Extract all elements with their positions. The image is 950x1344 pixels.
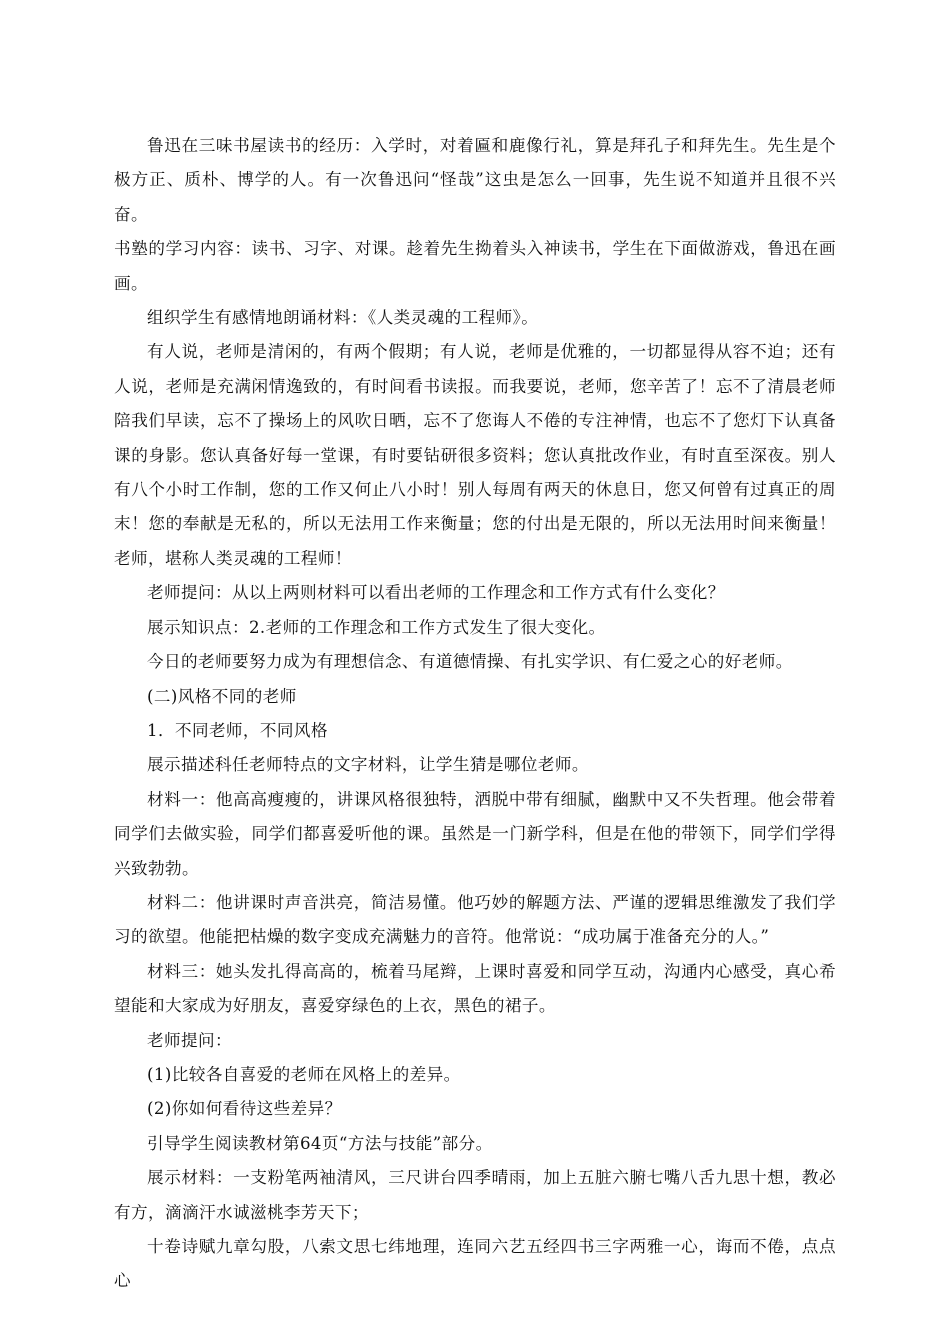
paragraph: 书塾的学习内容：读书、习字、对课。趁着先生拗着头入神读书，学生在下面做游戏，鲁迅在画画。: [114, 239, 836, 293]
paragraph: 十卷诗赋九章勾股，八索文思七纬地理，连同六艺五经四书三字两雅一心，诲而不倦，点点心: [114, 1237, 836, 1291]
paragraph: 老师提问：从以上两则材料可以看出老师的工作理念和工作方式有什么变化？: [147, 583, 725, 603]
paragraph: (2)你如何看待这些差异？: [147, 1099, 342, 1119]
paragraph: 鲁迅在三味书屋读书的经历：入学时，对着匾和鹿像行礼，算是拜孔子和拜先生。先生是个极方正、质朴、博学的人。有一次鲁迅问“怪哉”这虫是怎么一回事，先生说不知道并且很不兴奋。: [114, 136, 836, 224]
document-body: [114, 129, 836, 1299]
paragraph: 展示材料：一支粉笔两袖清风，三尺讲台四季晴雨，加上五脏六腑七嘴八舌九思十想，教必有方，滴滴汗水诚滋桃李芳天下；: [114, 1168, 836, 1222]
section-heading: (二)风格不同的老师: [147, 686, 297, 706]
paragraph: 引导学生阅读教材第64页“方法与技能”部分。: [147, 1133, 493, 1153]
paragraph: 展示知识点：2.老师的工作理念和工作方式发生了很大变化。: [147, 617, 606, 637]
paragraph: 材料一：他高高瘦瘦的，讲课风格很独特，洒脱中带有细腻，幽默中又不失哲理。他会带着同学们去做实验，同学们都喜爱听他的课。虽然是一门新学科，但是在他的带领下，同学们学得兴致勃勃。: [114, 789, 836, 878]
paragraph: 材料三：她头发扎得高高的，梳着马尾辫，上课时喜爱和同学互动，沟通内心感受，真心希望能和大家成为好朋友，喜爱穿绿色的上衣，黑色的裙子。: [114, 961, 836, 1016]
paragraph: 材料二：他讲课时声音洪亮，简洁易懂。他巧妙的解题方法、严谨的逻辑思维激发了我们学习的欲望。他能把枯燥的数字变成充满魅力的音符。他常说：“成功属于准备充分的人。”: [114, 892, 836, 947]
paragraph: 老师提问：: [147, 1030, 232, 1050]
subsection-heading: 1．不同老师，不同风格: [147, 720, 328, 740]
paragraph: 组织学生有感情地朗诵材料：《人类灵魂的工程师》。: [147, 308, 539, 328]
paragraph: 展示描述科任老师特点的文字材料，让学生猜是哪位老师。: [147, 755, 589, 775]
paragraph: 有人说，老师是清闲的，有两个假期；有人说，老师是优雅的，一切都显得从容不迫；还有人说，老师是充满闲情逸致的，有时间看书读报。而我要说，老师，您辛苦了！忘不了清晨老师陪我们早读，忘不了操场上的风吹日晒，忘不了您诲人不倦的专注神情，也忘不了您灯下认真备课的身影。您认真备好每一堂课，有时要钻研很多资料；您认真批改作业，有时直至深夜。别人有八个小时工作制，您的工作又何止八小时！别人每周有两天的休息日，您又何曾有过真正的周末！您的奉献是无私的，所以无法用工作来衡量；您的付出是无限的，所以无法用时间来衡量！老师，堪称人类灵魂的工程师！: [114, 342, 836, 568]
paragraph: 今日的老师要努力成为有理想信念、有道德情操、有扎实学识、有仁爱之心的好老师。: [147, 652, 793, 672]
paragraph: (1)比较各自喜爱的老师在风格上的差异。: [147, 1064, 461, 1084]
